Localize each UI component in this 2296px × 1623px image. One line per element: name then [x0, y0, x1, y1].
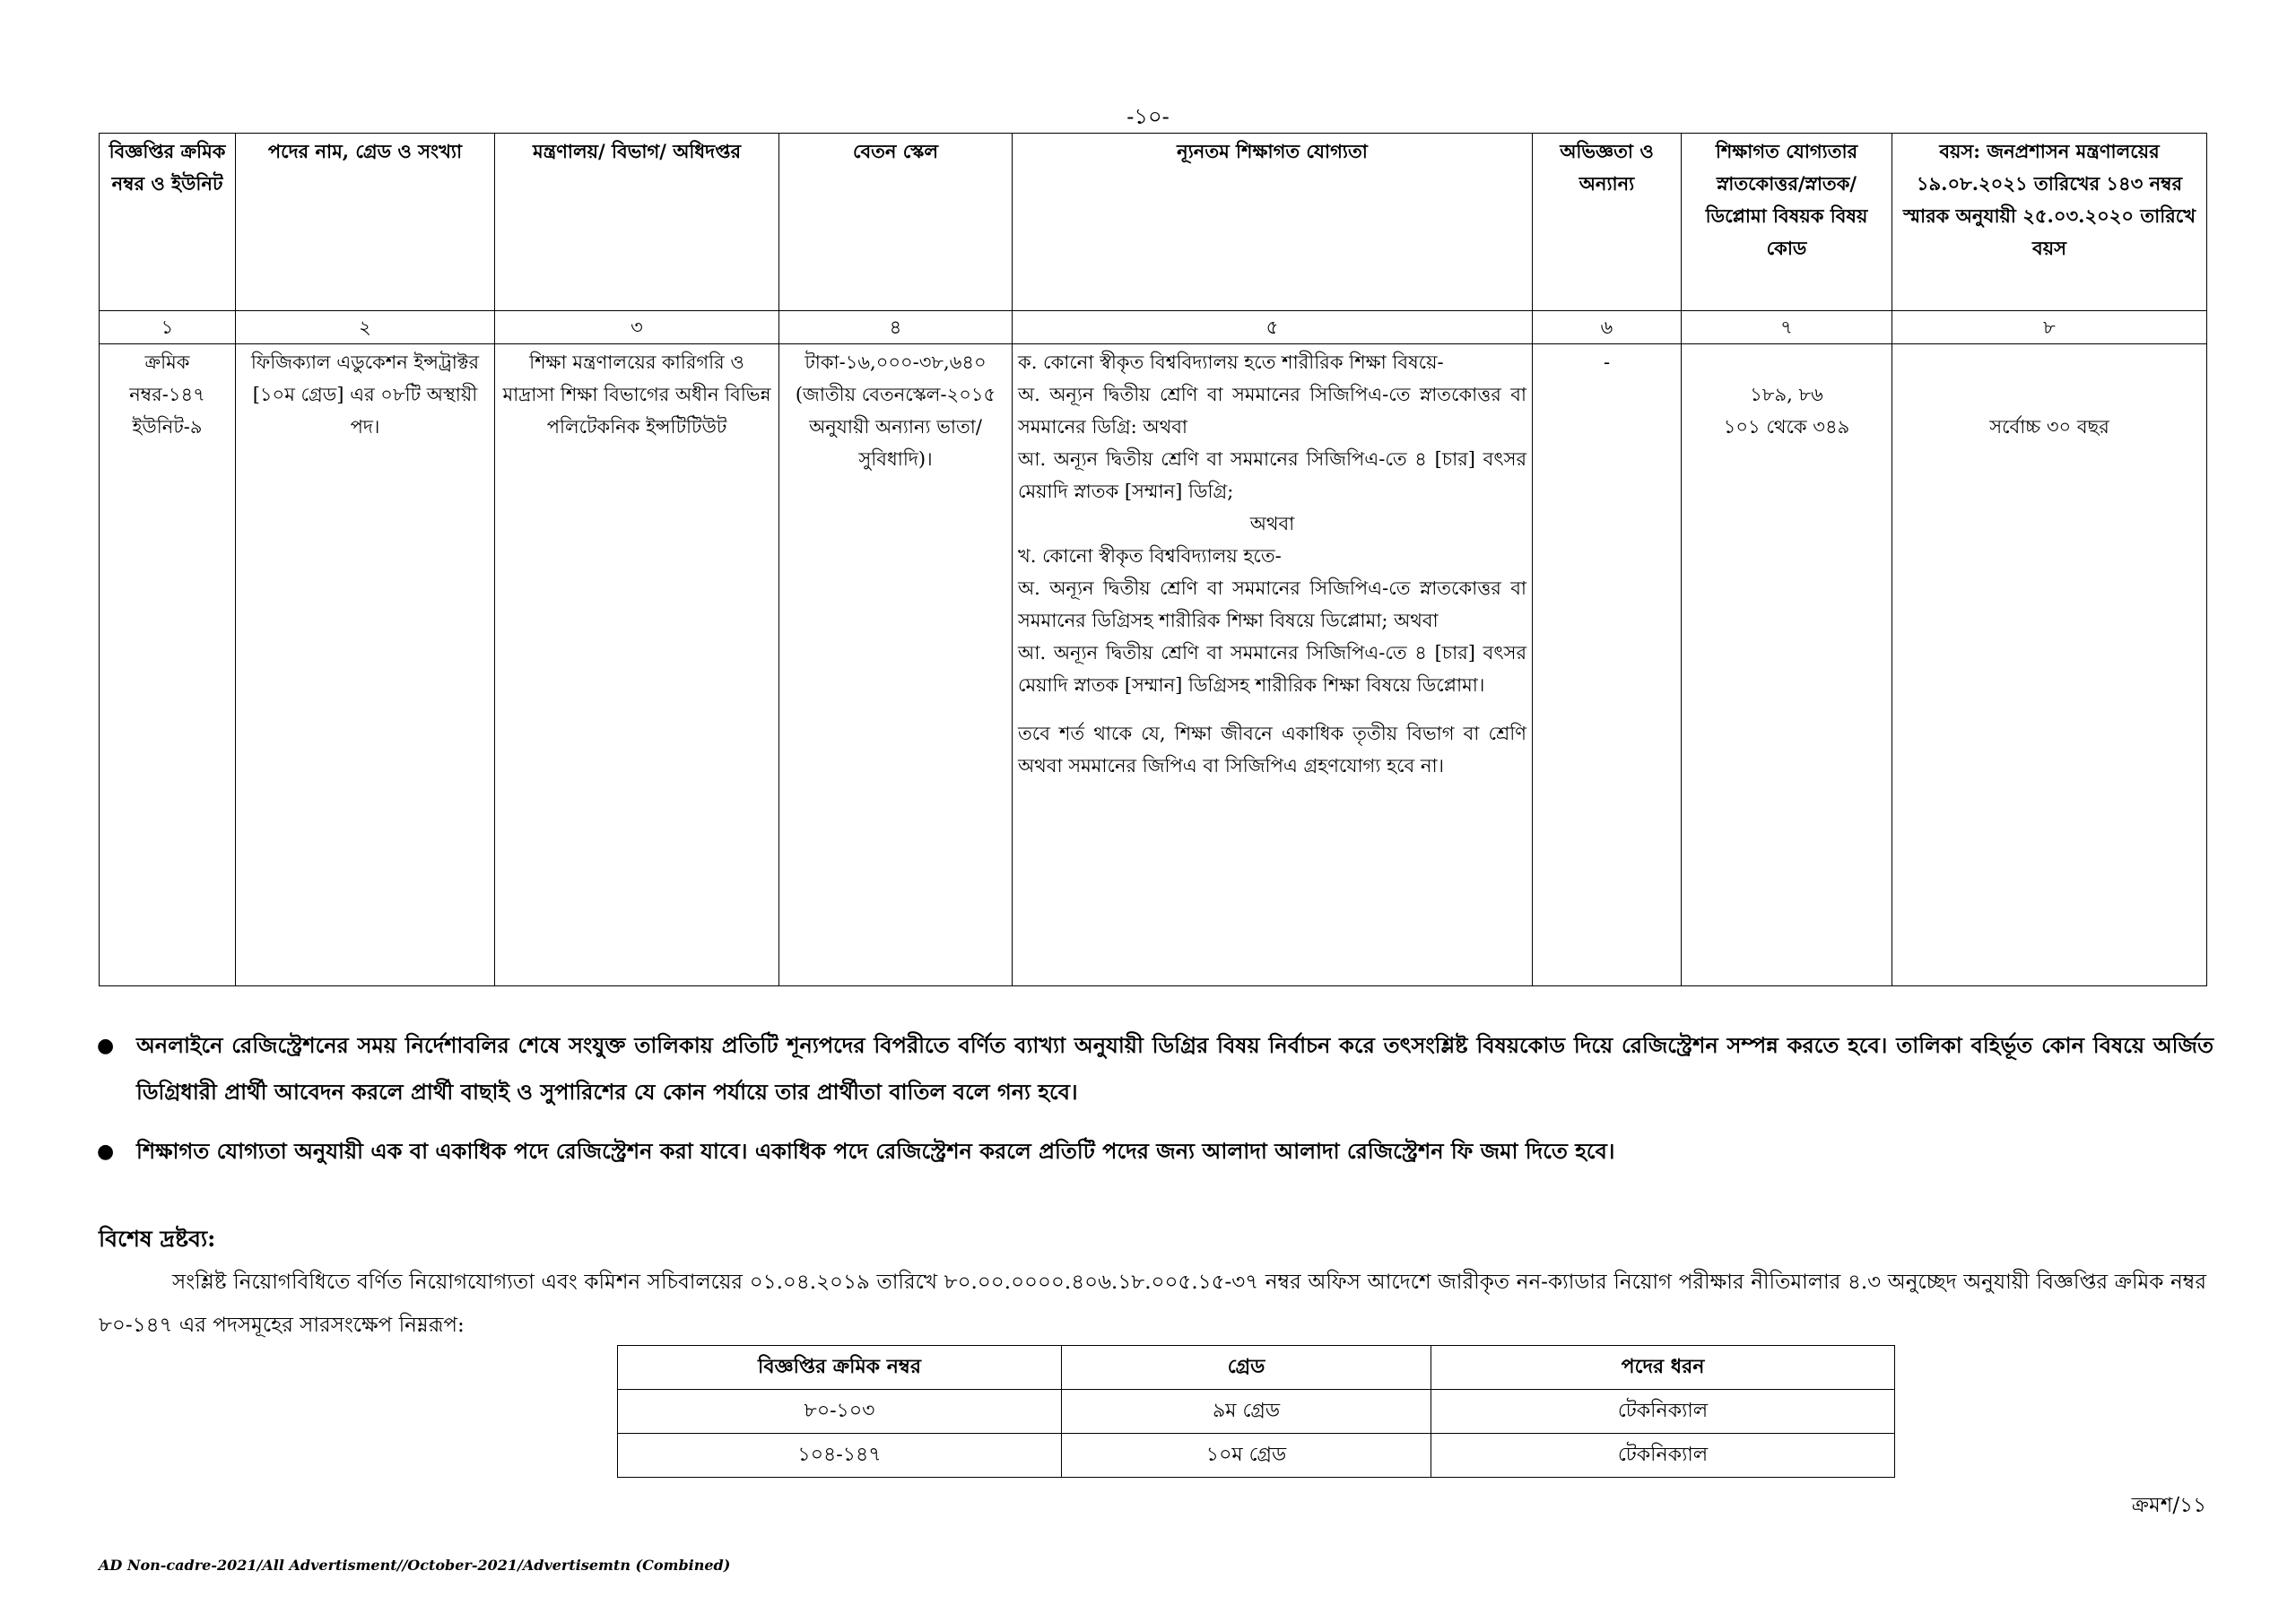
- header-experience: অভিজ্ঞতা ও অন্যান্য: [1533, 134, 1682, 311]
- vacancy-table: [99, 133, 2207, 986]
- education-kha-intro: খ. কোনো স্বীকৃত বিশ্ববিদ্যালয় হতে-: [1018, 545, 1282, 567]
- instruction-list: [97, 1022, 2213, 1187]
- education-or: অথবা: [1249, 513, 1295, 534]
- age-cell: [1892, 344, 2207, 986]
- header-serial: বিজ্ঞপ্তির ক্রমিক নম্বর ও ইউনিট: [100, 134, 236, 311]
- education-cell: [1013, 344, 1533, 986]
- subject-code-spacer: [1687, 346, 1886, 378]
- header-subject-code: শিক্ষাগত যোগ্যতার স্নাতকোত্তর/স্নাতক/ ডিপ্লোমা বিষয়ক বিষয় কোড: [1682, 134, 1892, 311]
- education-kha-aa: আ. অন্যূন দ্বিতীয় শ্রেণি বা সমমানের সিজিপিএ-তে ৪ [চার] বৎসর মেয়াদি স্নাতক [সম্মান] ডিগ্রিসহ শারীরিক শিক্ষা বিষয়ে ডিপ্লোমা।: [1018, 642, 1526, 696]
- header-age: বয়স: জনপ্রশাসন মন্ত্রণালয়ের ১৯.০৮.২০২১ তারিখের ১৪৩ নম্বর স্মারক অনুযায়ী ২৫.০৩.২০২০ তারিখে বয়স: [1892, 134, 2207, 311]
- age-value: সর্বোচ্চ ৩০ বছর: [1989, 416, 2109, 438]
- age-spacer: [1898, 346, 2201, 411]
- summary-type: টেকনিক্যাল: [1431, 1390, 1895, 1434]
- footer-path: AD Non-cadre-2021/All Advertisment//October-2021/Advertisemtn (Combined): [99, 1557, 731, 1574]
- summary-header-type: পদের ধরন: [1431, 1346, 1895, 1390]
- summary-grade: ৯ম গ্রেড: [1062, 1390, 1431, 1434]
- special-note-body: সংশ্লিষ্ট নিয়োগবিধিতে বর্ণিত নিয়োগযোগ্যতা এবং কমিশন সচিবালয়ের ০১.০৪.২০১৯ তারিখে ৮০.০০.০০০০.৪০৬.১৮.০০৫.১৫-৩৭ নম্বর অফিস আদেশে জারীকৃত নন-ক্যাডার নিয়োগ পরীক্ষার নীতিমালার ৪.৩ অনুচ্ছেদ অনুযায়ী বিজ্ঞপ্তির ক্রমিক নম্বর ৮০-১৪৭ এর পদসমূহের সারসংক্ষেপ নিম্নরূপ:: [99, 1271, 2206, 1337]
- summary-header-grade: গ্রেড: [1062, 1346, 1431, 1390]
- header-ministry: মন্ত্রণালয়/ বিভাগ/ অধিদপ্তর: [495, 134, 779, 311]
- education-ka-intro: ক. কোনো স্বীকৃত বিশ্ববিদ্যালয় হতে শারীরিক শিক্ষা বিষয়ে-: [1018, 352, 1444, 373]
- column-number: ২: [236, 311, 495, 344]
- column-number: ৩: [495, 311, 779, 344]
- table-row: [100, 344, 2207, 986]
- summary-type: টেকনিক্যাল: [1431, 1434, 1895, 1478]
- education-proviso: তবে শর্ত থাকে যে, শিক্ষা জীবনে একাধিক তৃতীয় বিভাগ বা শ্রেণি অথবা সমমানের জিপিএ বা সিজিপিএ গ্রহণযোগ্য হবে না।: [1018, 723, 1526, 777]
- column-number: ৪: [779, 311, 1013, 344]
- column-number-row: [100, 311, 2207, 344]
- education-kha-a: অ. অন্যূন দ্বিতীয় শ্রেণি বা সমমানের সিজিপিএ-তে স্নাতকোত্তর বা সমমানের ডিগ্রিসহ শারীরিক শিক্ষা বিষয়ে ডিপ্লোমা; অথবা: [1018, 577, 1526, 631]
- continued-marker: ক্রমশ/১১: [2131, 1494, 2206, 1517]
- column-number: ৮: [1892, 311, 2207, 344]
- education-ka-a: অ. অন্যূন দ্বিতীয় শ্রেণি বা সমমানের সিজিপিএ-তে স্নাতকোত্তর বা সমমানের ডিগ্রি: অথবা: [1018, 384, 1526, 438]
- list-item: [97, 1128, 2213, 1175]
- summary-serial: ১০৪-১৪৭: [618, 1434, 1062, 1478]
- column-number: ৫: [1013, 311, 1533, 344]
- header-education: ন্যূনতম শিক্ষাগত যোগ্যতা: [1013, 134, 1533, 311]
- summary-header-row: [618, 1346, 1895, 1390]
- column-number: ১: [100, 311, 236, 344]
- table-row: [618, 1434, 1895, 1478]
- column-number: ৭: [1682, 311, 1892, 344]
- header-row: [100, 134, 2207, 311]
- bullet-icon: ●: [97, 1140, 115, 1163]
- post-cell: ফিজিক্যাল এডুকেশন ইন্সট্রাক্টর [১০ম গ্রেড] এর ০৮টি অস্থায়ী পদ।: [236, 344, 495, 986]
- summary-table: [617, 1345, 1895, 1478]
- pay-scale-cell: টাকা-১৬,০০০-৩৮,৬৪০ (জাতীয় বেতনস্কেল-২০১৫ অনুযায়ী অন্যান্য ভাতা/সুবিধাদি)।: [779, 344, 1013, 986]
- subject-code-line1: ১৮৯, ৮৬: [1750, 384, 1823, 405]
- instruction-text: শিক্ষাগত যোগ্যতা অনুযায়ী এক বা একাধিক পদে রেজিস্ট্রেশন করা যাবে। একাধিক পদে রেজিস্ট্রেশন করলে প্রতিটি পদের জন্য আলাদা আলাদা রেজিস্ট্রেশন ফি জমা দিতে হবে।: [136, 1138, 1615, 1164]
- list-item: [97, 1022, 2213, 1115]
- table-row: [618, 1390, 1895, 1434]
- summary-grade: ১০ম গ্রেড: [1062, 1434, 1431, 1478]
- serial-cell: ক্রমিক নম্বর-১৪৭ ইউনিট-৯: [100, 344, 236, 986]
- instruction-text: অনলাইনে রেজিস্ট্রেশনের সময় নির্দেশাবলির শেষে সংযুক্ত তালিকায় প্রতিটি শূন্যপদের বিপরীতে বর্ণিত ব্যাখ্যা অনুযায়ী ডিগ্রির বিষয় নির্বাচন করে তৎসংশ্লিষ্ট বিষয়কোড দিয়ে রেজিস্ট্রেশন সম্পন্ন করতে হবে। তালিকা বহির্ভূত কোন বিষয়ে অর্জিত ডিগ্রিধারী প্রার্থী আবেদন করলে প্রার্থী বাছাই ও সুপারিশের যে কোন পর্যায়ে তার প্রার্থীতা বাতিল বলে গন্য হবে।: [136, 1032, 2213, 1105]
- summary-header-serial: বিজ্ঞপ্তির ক্রমিক নম্বর: [618, 1346, 1062, 1390]
- subject-code-line2: ১০১ থেকে ৩৪৯: [1723, 416, 1850, 438]
- column-number: ৬: [1533, 311, 1682, 344]
- page-number: -১০-: [1126, 104, 1170, 129]
- experience-cell: -: [1533, 344, 1682, 986]
- ministry-cell: শিক্ষা মন্ত্রণালয়ের কারিগরি ও মাদ্রাসা শিক্ষা বিভাগের অধীন বিভিন্ন পলিটেকনিক ইন্সটিটিউট: [495, 344, 779, 986]
- header-pay-scale: বেতন স্কেল: [779, 134, 1013, 311]
- summary-serial: ৮০-১০৩: [618, 1390, 1062, 1434]
- bullet-icon: ●: [97, 1034, 115, 1057]
- subject-code-cell: [1682, 344, 1892, 986]
- education-ka-aa: আ. অন্যূন দ্বিতীয় শ্রেণি বা সমমানের সিজিপিএ-তে ৪ [চার] বৎসর মেয়াদি স্নাতক [সম্মান] ডিগ্রি;: [1018, 448, 1526, 502]
- special-note-heading: বিশেষ দ্রষ্টব্য:: [99, 1226, 216, 1252]
- education-spacer: [1018, 701, 1526, 717]
- header-post: পদের নাম, গ্রেড ও সংখ্যা: [236, 134, 495, 311]
